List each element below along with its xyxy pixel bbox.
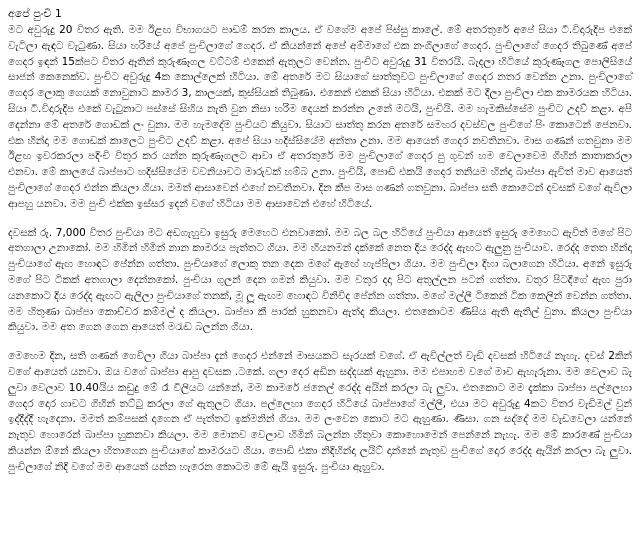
paragraph-2: දවසක් රු. 7,000 විතර පුංචියා මට අඩගැහුවා ඉසුරු මෙහෙට එනවාකෝ. මම බල බල හිටියේ පුංචියා ආයෙත් ඉසුරු මෙහෙට ඇවිත් මගේ පිට අතගාලා උනාකෝ. මම හිමින් හිමින් නාන කාමරය පැත්තට ගියා. මම හියනමන් දක්කේ නෙත දිය රෙද්ද ඇඟට ඇලුනු පුංචියාව. රෙද්ද තෙත හින්දා පුංචියාගේ ඇඟ හොඳට පේන්න ගත්තා. පුංචියාගේ ලොකු තන දෙක මගේ ඇඟේ හැප්පිලා ගියා. මම පුංචිලා දිහා බලාගෙන හිටියා. අනේ ඉසුරු මගේ පිට ටිකක් අතගාලා දෙන්නකෝ. පුංචියා ගුලන් දෙන ගමන් කියුවා. මම වතුර දදා පිට අතුල්ලන පටන් ගත්තා. වතුර පිටදීගේ ඇඟ පුරා යනකොට දිය රෙද්ද ඇඟට ඇලිලා පුංචියාගේ තනක්, මූ ලූ ඇඟම හොඳට විනිවිද පේන්න ගත්තා. මගේ මල්ලී ටිකෙන් ටික කෙලින් වෙන්න ගත්තා. මම හිතුණා බාප්පා කොච්චර කම්මල් ද කියලා. බාප්පා කී පාරක් හුකනවා ඇත්ද කියලා. එතකොටම ණීසිය ඇති ඇතිල් වුනා. කියලා පුංචියා කියුවා. මම අත ගෙන ගෙන ආයෙත් මරැඬ බලන්න ගියා. xyxy=(8,226,632,334)
paragraph-3: මෙහෙම දින, සති ගණන් ගෙවිලා ගියා බාප්පා දැන් ගෙදර එන්නේ මාසයකට සැරයක් වගේ. ඒ ඇවිල්ලත් වැඩි දවසක් හිටියේ නැහැ. දවස් 2කින් වගේ ආයෙත් යනවා. ඔය වගේ බාප්පා ආපු දවසක .ටකේ. ගලා දෙර අඩින සද්දයක් ඇහුනා. මම එපාහම වගේ මාව ඇහැරුනා. මම වෙලාව බැ ලුවා වෙලාව 10.40යිය කඩුදු මේ රෑ වීලියට යන්නේ, මම කාමරේ ජනෙල් රෙද්ද අයින් කරලා බැ ලුවා. එතකොට මම දැක්කා බාප්පා පල්ලෙහා ගෙදර දොර ගාවට ගිහින් තට්ටු කරලා ගේ ඇතුලට ගියා. පල්ලෙහා ගෙදර හිටියේ බාප්පාගේ මල්ලී, එයා මට අවුරුදු 4කට විතර වැඩිමල් වුන් ඉද්දීද්දී හැදෙනා. මමත් කම්පසක් දාගෙන ඒ පැත්තට ඉක්මනින් ගියා. මම ලංවෙන කොට මට ඇහුණා. ණීසා. ගන සද්දේ මම වැඩවෙලා යන්නේ නැතුව හොරෙන් බාප්පා හුකනවා කියලා. මම මොනව වෙලාව හිමින් බලන්න හිතුවා කොහොමෙන් පෙන්නේ නැහැ. මම මේ කාරණේ පුංචියා කියන්න ඕනේ කියලා හිතාගෙන පුංචියාගේ කාමරයට ගියා. පොඩි එකා නිදිහින්දා ලයිට් දාන්නේ නැතුව පුංචිගේ දොර රෙද්ද ඇයින් කරලා බැ ලුවා. පුංචිලාගේ නිදි වගේ මම ආයෙත් යන්න හැරෙන කොටම මේ ඇයි ඉසුරු. පුංචියා ඇහුවා. xyxy=(8,350,632,473)
paragraph-1: මට අවුරුදු 20 විතර ඇති. මම ඊළඟ විභාගයට පාඩම් කරන කාලය. ඒ වගේම අපේ පිස්සු කාලේ. මේ අතරතුරේ අපේ සියා ටී.විදාරුදිප එකේ වැටිලා ඇඳට වැටුණා. සියා හරියේ අපේ පුංචිලාගේ ගෙදර. ඒ කියන්නේ අපේ අම්මාගේ එක නංගිලාගේ ගෙදර. පුංචිලාගේ ගෙදර තිබුණේ අපේ ගෙදර ඉඳන් 15ක්පට විතර ඈතින් කුරුණෑගල වට්ටම් එකෙන් ඇතුලට වෙන්න. පුංචිට අවුරුදු 31 විතරයි. බැදලා හිටියේ කුරුණෑගල පොලිසියේ සාජන් කෙනෙක්ව. පුංචිට අවුරුදු 4ක කොල්ලෙක් හිටියා. මේ අතරේ මට සියාගේ සාත්තුවට පුංචිලාගේ ගෙදර නතර වෙන්න උනා. පුංචිලාගේ ගෙදර ලොකු ගෙයක් නොවුනාට කාමර 3, කාලයක්, කුස්සියක් තිබුණා. එකෙන් එකක් සියා හිටියා. එකක් මට දීලා පුංචිලා එක කාමරයක හිටියා. සියා ටී.විදාරුදිප එකේ වැටුනාට පස්සේ සිහිය නැති වුන නිසා හරිම දෙයක් කරන්න උනේ මටයි, පුංචියි. මම හැමකිස්සේම පුංචිට උදව් කළා. අපි දෙන්නා මේ අතරේ ගොඩක් ලං වුනා. මම හැමදේම පුංචියට කියුවා. සියාට සාත්තු කරන අතරේ සමහර දවස්වල පුංචිගේ පිං කොටෙන් ජෙනවා. එක හින්දා මම ගොඩක් කාලෙට පුංචිට උදව් කළා. අපේ සියා හදිස්සියේම අන්තා උනා. මම ආයෙත් ගෙදර නවතිනවා. මාස ගණන් ගතවුනා මම ඊළඟ ඉවරකරලා පදිංචි විතුර කර යන්න කුරුණෑගලට ආවා ඒ අතරතුරේ මම පුංචිලාගේ ගෙදර පු ගුවන් හම වෙලාවෙම ගිහින් කාතාකරලා එනවා. මේ කාලයේ බාප්පාට හදිස්සියේම වවනියාවට මාරුවක් හම්බ උනා. පුංචියි, පොඩි එකයි ගෙදර තනියම හින්දා බාප්පා ඇවිත් මාව ආයෙත් පුංචිලාගේ ගෙදර එන්න කියලා ගියා. මමත් ආසාවෙන් එහේ නවතිනවා. දින කීප මාස ගණන් ගතවුනා. බාප්පා සති කොටෙන් දවසක් වගේ ඇවිලා ආපහු යනවා. මම පුංචි එක්ක ඉස්සර ඉදන් වගේ හිටියා මම ආසාවෙන් එහේ හිටියේ. xyxy=(8,24,632,210)
story-title: අපේ පුංචි 1 xyxy=(8,7,62,20)
document-page xyxy=(8,6,632,546)
